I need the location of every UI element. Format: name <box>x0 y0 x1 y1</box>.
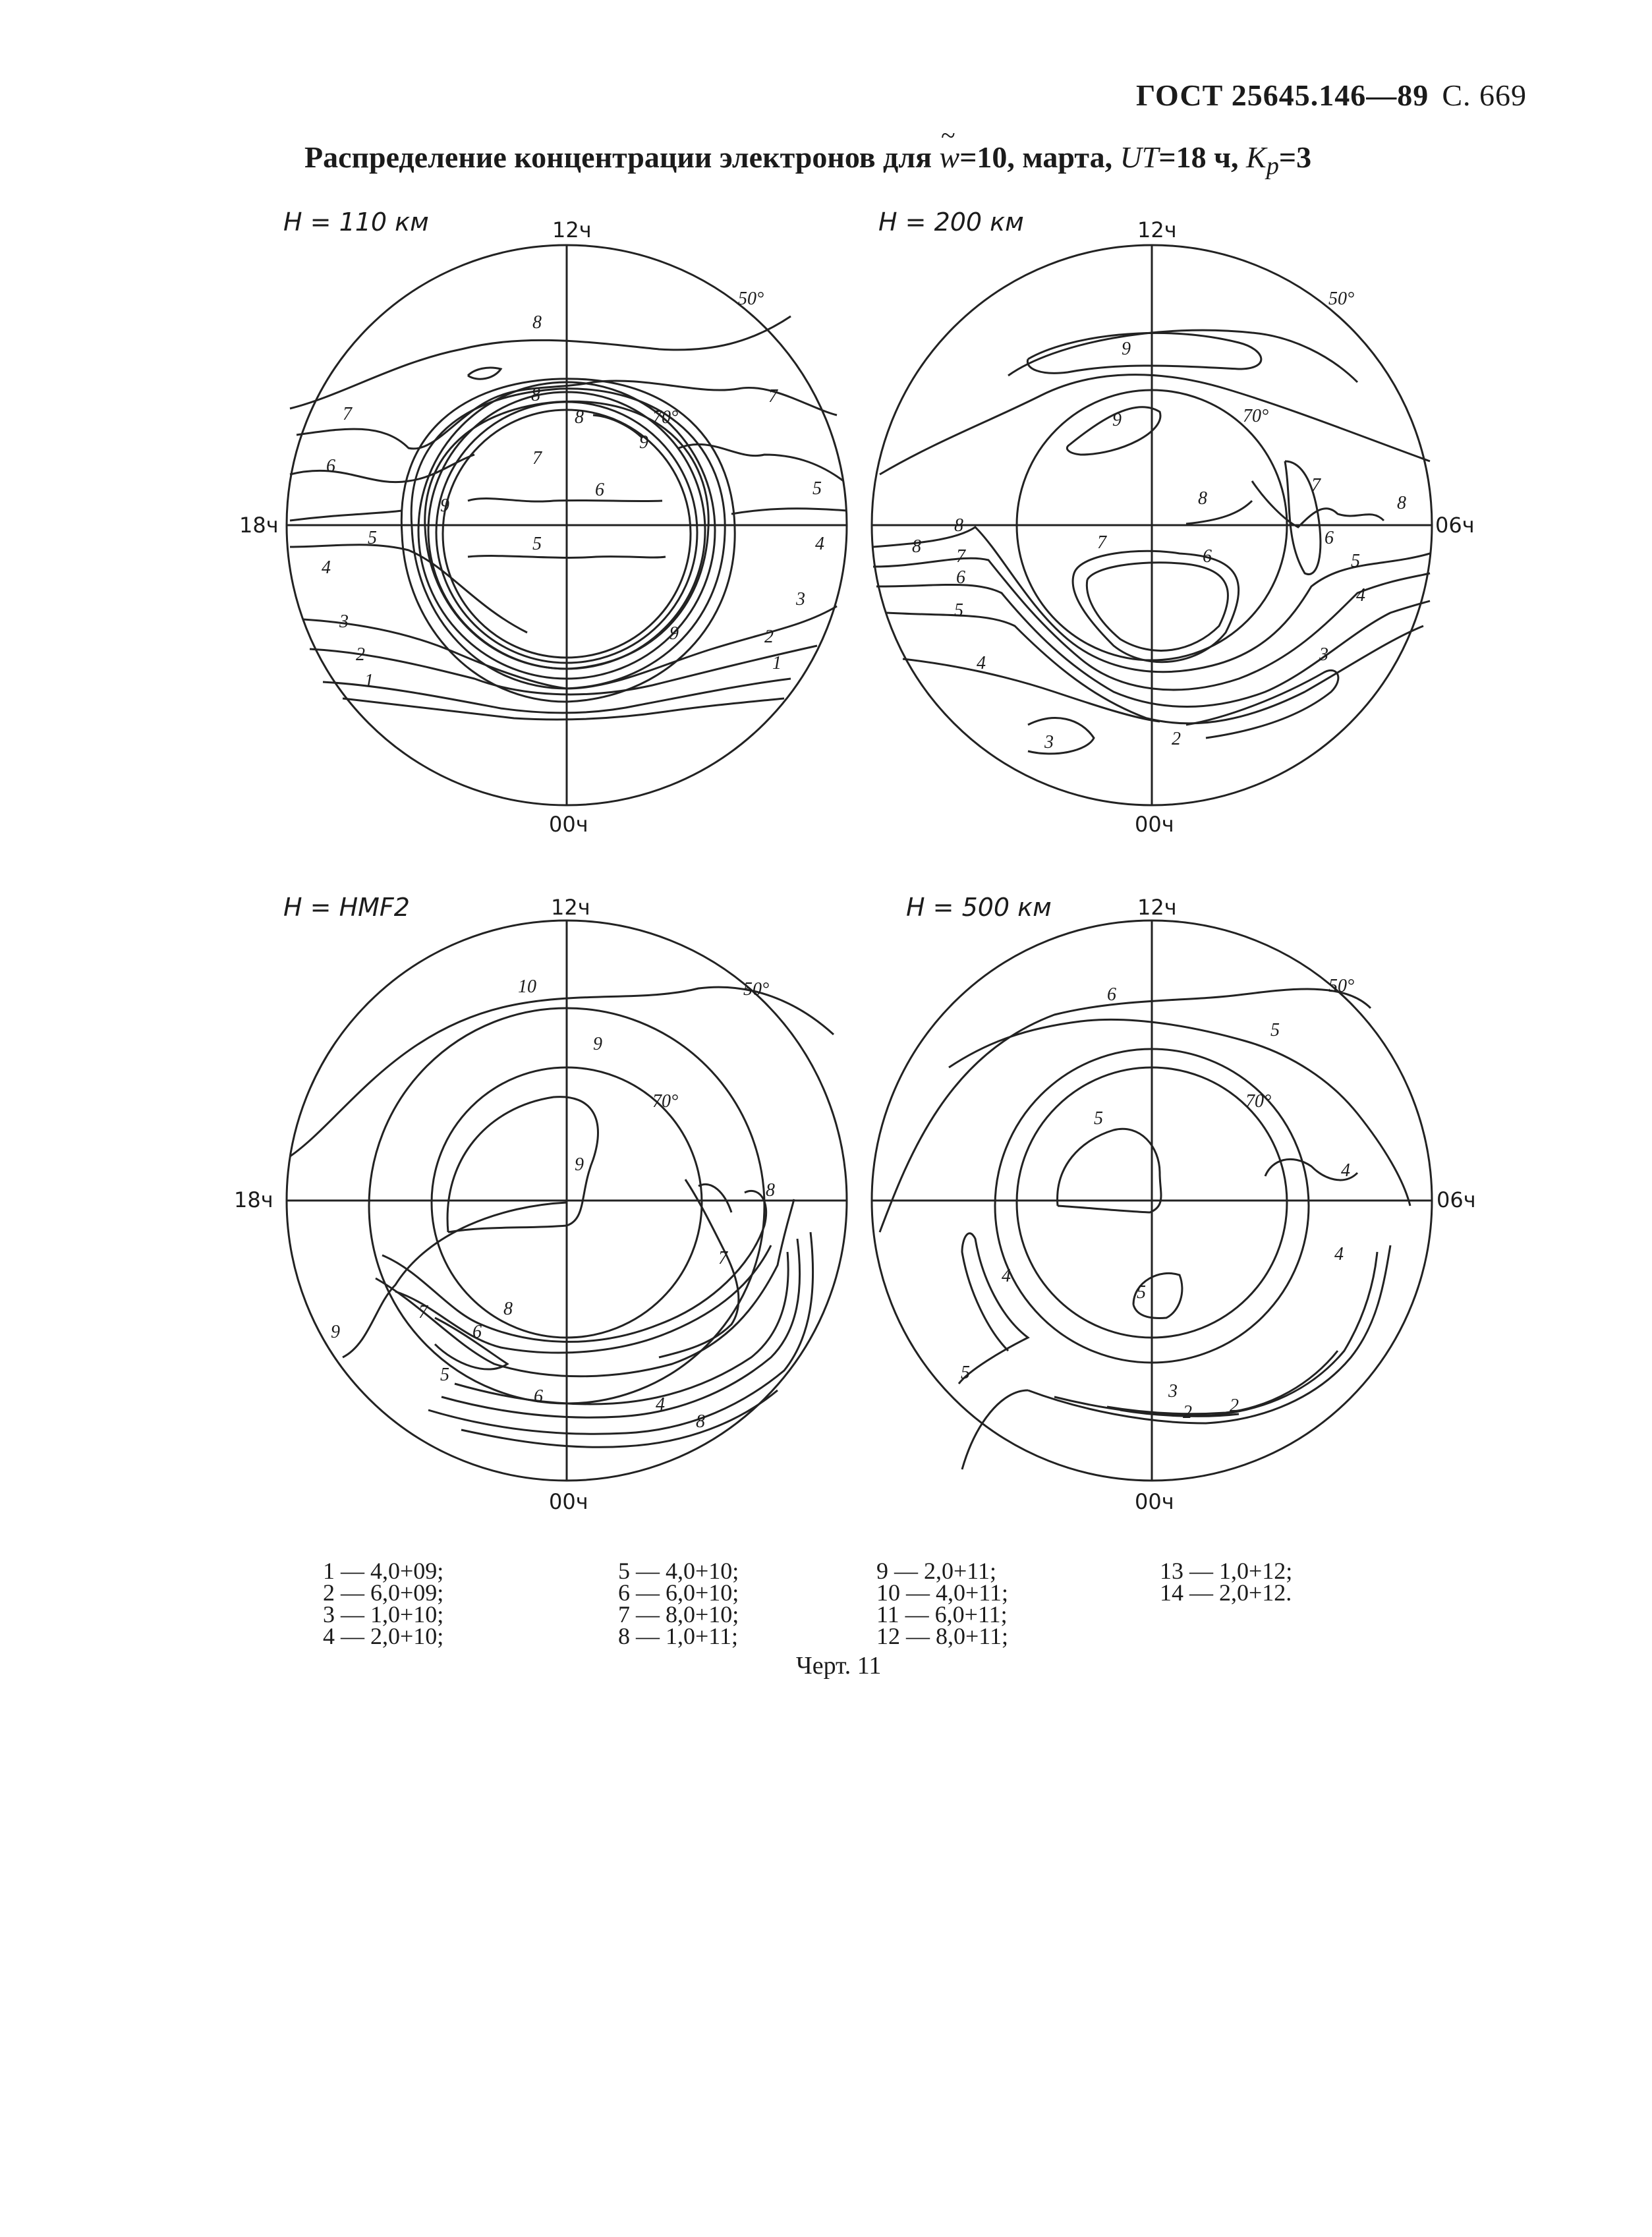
contour-label: 4 <box>977 653 986 673</box>
contour-label: 4 <box>322 557 331 578</box>
contour-label: 6 <box>956 567 965 588</box>
contour-label: 8 <box>912 536 921 557</box>
contour-label: 7 <box>1311 475 1321 496</box>
hour-label-12: 12ч <box>552 217 592 242</box>
panel-hmf2 <box>287 920 847 1481</box>
contour-label: 7 <box>532 448 542 468</box>
contour-label: 5 <box>1094 1108 1103 1129</box>
contour-label: 9 <box>1112 410 1122 430</box>
legend-item: 4 — 2,0+10; <box>323 1623 444 1649</box>
contour-label: 5 <box>368 528 377 548</box>
contour-label: 4 <box>656 1394 665 1415</box>
contour-label: 6 <box>1107 984 1116 1005</box>
contour-label: 2 <box>764 627 774 647</box>
hour-label-12: 12ч <box>1137 895 1177 920</box>
standard-code: ГОСТ 25645.146—89 <box>1135 78 1429 112</box>
contour-label: 8 <box>696 1411 705 1432</box>
panel-200km-text <box>878 208 1475 837</box>
contour-label: 8 <box>766 1180 775 1201</box>
contour-label: 9 <box>639 432 648 453</box>
legend-item: 13 — 1,0+12; <box>1160 1558 1293 1584</box>
contour-label: 2 <box>356 644 365 665</box>
figure-caption: Черт. 11 <box>796 1652 882 1680</box>
panel-title-500km: H = 500 км <box>906 893 1052 922</box>
contour-label: 3 <box>1168 1381 1178 1402</box>
contour-label: 9 <box>593 1034 602 1054</box>
contour-label: 7 <box>956 546 965 567</box>
contour-label: 5 <box>954 600 963 621</box>
hour-label-12: 12ч <box>551 895 590 920</box>
panel-title-110km: H = 110 км <box>283 208 429 237</box>
contour-label: 7 <box>343 404 352 424</box>
contour-label: 5 <box>440 1365 449 1385</box>
legend-column-2 <box>618 1560 739 1647</box>
contour-label: 8 <box>575 407 584 428</box>
contour-label: 5 <box>1270 1020 1280 1040</box>
contour-label: 9 <box>575 1154 584 1175</box>
contour-label: 3 <box>1319 644 1328 665</box>
latitude-70-label: 70° <box>652 407 679 428</box>
panel-110km <box>287 245 847 805</box>
hour-label-00: 00ч <box>1135 1489 1174 1514</box>
legend-item: 5 — 4,0+10; <box>618 1558 739 1584</box>
hour-label-12: 12ч <box>1137 217 1177 242</box>
legend-item: 10 — 4,0+11; <box>876 1579 1008 1606</box>
panel-title-hmf2: H = HMF2 <box>283 893 410 922</box>
hour-label-18: 18ч <box>234 1187 273 1212</box>
page-number: С. 669 <box>1442 78 1527 112</box>
contour-label: 8 <box>503 1299 513 1319</box>
contour-label: 5 <box>1137 1282 1146 1303</box>
contour-label: 7 <box>1097 532 1106 553</box>
legend-column-1 <box>323 1560 443 1647</box>
panel-title-200km: H = 200 км <box>878 208 1024 237</box>
contour-label: 9 <box>331 1322 340 1342</box>
legend-item: 1 — 4,0+09; <box>323 1558 444 1584</box>
contour-label: 3 <box>1044 732 1054 752</box>
legend-item: 9 — 2,0+11; <box>876 1558 996 1584</box>
legend-item: 12 — 8,0+11; <box>876 1623 1008 1649</box>
contour-label: 7 <box>718 1248 727 1268</box>
contour-label: 4 <box>815 534 824 554</box>
contour-label: 10 <box>518 977 536 997</box>
contour-label: 6 <box>534 1386 543 1407</box>
panel-500km <box>872 920 1432 1481</box>
latitude-50-label: 50° <box>1328 289 1355 309</box>
contour-label: 7 <box>418 1302 428 1322</box>
latitude-70-label: 70° <box>1245 1091 1272 1112</box>
contour-label: 4 <box>1002 1266 1011 1286</box>
contour-label: 1 <box>364 671 374 691</box>
contour-label: 4 <box>1334 1244 1344 1264</box>
contour-label: 6 <box>472 1322 482 1342</box>
contour-label: 8 <box>1198 488 1207 509</box>
legend-item: 7 — 8,0+10; <box>618 1601 739 1628</box>
contour-label: 4 <box>1341 1160 1350 1181</box>
contour-label: 2 <box>1172 729 1181 749</box>
contour-label: 6 <box>1324 528 1334 548</box>
contour-label: 3 <box>796 589 805 609</box>
contour-label: 5 <box>961 1363 970 1383</box>
contour-label: 8 <box>532 312 542 333</box>
hour-label-00: 00ч <box>549 812 588 837</box>
hour-label-06: 06ч <box>1437 1187 1476 1212</box>
contour-label: 8 <box>1397 493 1406 513</box>
contour-label: 5 <box>812 478 822 499</box>
hour-label-00: 00ч <box>549 1489 588 1514</box>
contour-label: 9 <box>440 496 449 516</box>
legend-item: 11 — 6,0+11; <box>876 1601 1008 1628</box>
contour-label: 3 <box>339 611 349 632</box>
latitude-70-label: 70° <box>1243 406 1269 426</box>
contour-label: 1 <box>772 653 782 673</box>
legend-item: 8 — 1,0+11; <box>618 1623 738 1649</box>
contour-label: 6 <box>1203 546 1212 567</box>
latitude-50-label: 50° <box>1328 976 1355 996</box>
contour-label: 5 <box>1351 551 1360 571</box>
latitude-50-label: 50° <box>738 289 764 309</box>
latitude-50-label: 50° <box>743 979 770 1000</box>
hour-label-06: 06ч <box>1435 513 1475 538</box>
latitude-70-label: 70° <box>652 1091 679 1112</box>
contour-label: 7 <box>768 386 778 407</box>
legend-item: 2 — 6,0+09; <box>323 1579 444 1606</box>
hour-label-00: 00ч <box>1135 812 1174 837</box>
contour-label: 4 <box>1356 585 1365 606</box>
contour-label: 9 <box>669 623 679 644</box>
legend-item: 6 — 6,0+10; <box>618 1579 739 1606</box>
contour-label: 5 <box>532 534 542 554</box>
contour-label: 2 <box>1230 1396 1239 1416</box>
legend-column-4 <box>1160 1560 1292 1604</box>
contour-label: 9 <box>1122 339 1131 359</box>
contour-label: 2 <box>1183 1402 1192 1423</box>
contour-label: 8 <box>531 385 540 405</box>
contour-label: 6 <box>326 456 335 476</box>
legend-item: 14 — 2,0+12. <box>1160 1579 1292 1606</box>
legend-item: 3 — 1,0+10; <box>323 1601 444 1628</box>
figure-title: Распределение концентрации электронов для ~ w=10, марта, UT=18 ч, $K_p=3$ <box>304 140 1311 181</box>
hour-label-18: 18ч <box>239 513 279 538</box>
contour-label: 8 <box>954 515 963 536</box>
legend-column-3 <box>876 1560 1008 1647</box>
panel-500km-text <box>906 893 1476 1514</box>
contour-label: 6 <box>595 480 604 500</box>
